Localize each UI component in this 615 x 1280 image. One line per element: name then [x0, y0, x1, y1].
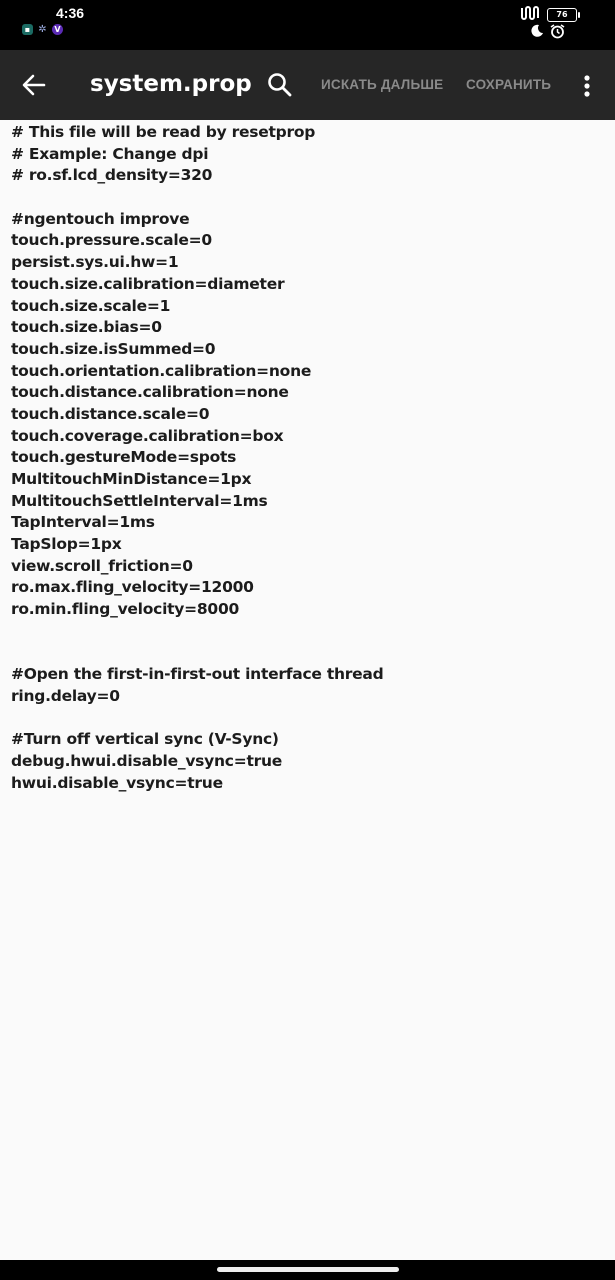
editor-line[interactable]: touch.size.isSummed=0 [11, 339, 216, 358]
editor-line[interactable] [11, 708, 607, 730]
editor-line[interactable]: touch.orientation.calibration=none [11, 361, 312, 380]
editor-line[interactable]: touch.size.scale=1 [11, 296, 171, 315]
editor-line[interactable]: touch.coverage.calibration=box [11, 426, 284, 445]
editor-line[interactable]: touch.size.bias=0 [11, 318, 162, 337]
editor-line[interactable]: # ro.sf.lcd_density=320 [11, 166, 213, 185]
editor-line[interactable]: ring.delay=0 [11, 686, 120, 705]
editor-line[interactable]: ro.min.fling_velocity=8000 [11, 600, 240, 619]
editor-line[interactable]: view.scroll_friction=0 [11, 556, 193, 575]
file-title: system.prop [90, 71, 252, 97]
app-notification-icon: ▪ [22, 24, 33, 35]
editor-line[interactable]: touch.gestureMode=spots [11, 448, 237, 467]
editor-line[interactable]: touch.size.calibration=diameter [11, 274, 285, 293]
editor-line[interactable]: persist.sys.ui.hw=1 [11, 253, 179, 272]
more-options-button[interactable] [582, 73, 592, 99]
editor-line[interactable]: touch.distance.scale=0 [11, 404, 210, 423]
v-app-notification-icon: V [52, 24, 63, 35]
editor-line[interactable]: MultitouchSettleInterval=1ms [11, 491, 268, 510]
system-icons [521, 6, 577, 24]
editor-line[interactable]: # Example: Change dpi [11, 144, 209, 163]
editor-line[interactable]: TapSlop=1px [11, 535, 122, 554]
editor-line[interactable]: ro.max.fling_velocity=12000 [11, 578, 254, 597]
notification-icons [22, 24, 63, 35]
status-bar [0, 0, 615, 50]
find-next-button[interactable]: ИСКАТЬ ДАЛЬШЕ [321, 77, 444, 92]
editor-line[interactable]: # This file will be read by resetprop [11, 123, 316, 141]
text-editor[interactable] [11, 122, 607, 794]
moon-icon [530, 24, 544, 43]
navigation-bar [0, 1260, 615, 1280]
system-icons-row2 [530, 24, 565, 43]
search-icon [265, 70, 295, 100]
editor-line[interactable] [11, 621, 607, 643]
back-button[interactable] [20, 71, 48, 99]
save-button[interactable]: СОХРАНИТЬ [466, 77, 552, 92]
editor-line[interactable]: TapInterval=1ms [11, 513, 155, 532]
status-clock: 4:36 [56, 5, 85, 21]
battery-icon: 76 [547, 8, 577, 22]
editor-line[interactable] [11, 643, 607, 665]
editor-line[interactable] [11, 187, 607, 209]
editor-line[interactable]: #Turn off vertical sync (V-Sync) [11, 730, 279, 749]
home-gesture-handle[interactable] [217, 1267, 399, 1272]
editor-line[interactable]: #Open the first-in-first-out interface thread [11, 665, 384, 684]
editor-line[interactable]: #ngentouch improve [11, 209, 190, 228]
arrow-left-icon [20, 71, 48, 99]
editor-line[interactable]: hwui.disable_vsync=true [11, 773, 223, 792]
editor-line[interactable]: touch.distance.calibration=none [11, 383, 289, 402]
search-button[interactable] [265, 70, 295, 100]
alarm-icon [550, 24, 565, 43]
editor-line[interactable]: MultitouchMinDistance=1px [11, 470, 252, 488]
editor-line[interactable]: touch.pressure.scale=0 [11, 231, 212, 250]
editor-line[interactable]: debug.hwui.disable_vsync=true [11, 751, 283, 770]
settings-notification-icon: ✲ [38, 24, 47, 35]
wave-icon [521, 6, 541, 24]
more-vert-icon [582, 73, 592, 99]
app-bar [0, 50, 615, 120]
